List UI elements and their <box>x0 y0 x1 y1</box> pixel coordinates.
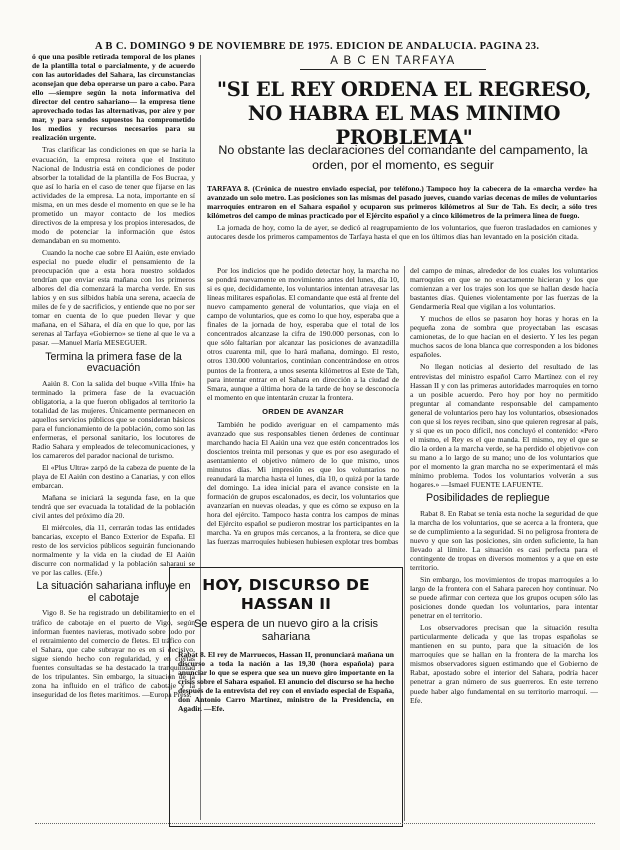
left-paragraph-8: Vigo 8. Se ha registrado un debilitamiento en el tráfico de cabotaje en el puerto de Vigo, según informan fuentes navieras, motivado sobre todo por el retraimiento del comercio de fletes. El tráfico con el Sahara, que cabe subrayar no es en sí decisivo, sigue siendo hecho con regularidad, y en ciertas fuentes consultadas se ha destacado la tranquilidad de los tripulantes. Sin embargo, la situación de la zona ha influido en el tráfico de cabotaje y la inseguridad de los fletes marítimos. —Europa Press. <box>32 608 195 699</box>
middle-paragraph-1: Por los indicios que he podido detectar hoy, la marcha no se pondrá nuevamente en movimiento antes del lunes, día 10, si es que, decididamente, los voluntarios intentan atravesar las líneas militares españolas. El comandante que está al frente del nuevo campamento general de voluntarios, que viaja en el campo de voluntarios, que es como lo que hoy, esperaba que a finales de la jornada de hoy, esperaba que el total de los concentrados alcanzase la cifra de 190.000 personas, con lo que sólo faltarían por alcanzar las posiciones de avanzadilla otros cuarenta mil, que lo hará mañana, domingo. El resto, otros 130.000 voluntarios, continúan concentrándose en otros puntos de la frontera, a unos sesenta kilómetros al Este de Tah, para intentar entrar en el Sahara en dirección a la ciudad de Smara, aunque a última hora de la tarde de hoy se desconocía el momento en que intentarán cruzar la frontera. <box>207 266 399 402</box>
middle-subtitle-orden: ORDEN DE AVANZAR <box>262 406 344 416</box>
main-subheadline: No obstante las declaraciones del comandante del campamento, la orden, por el momento, es seguir <box>218 143 588 172</box>
hassan-box-subtitle: Se espera de un nuevo giro a la crisis sahariana <box>193 618 379 643</box>
right-paragraph-3: No llegan noticias al desierto del resultado de las entrevistas del ministro español Carro Martínez con el rey Hassan II y con las primeras autoridades marroquíes en torno a un posible acuerdo. Pero hoy por hoy no permitido preguntar al comandante responsable del campamento general de voluntarios pero hay los voluntarios, obsesionados con que si los reyes reciban, sino que quieren regresar al país, y si que es un poco difícil, nos concluyó el contenido: «Pero el mismo, el Rey es el que manda. El mismo, rey el que se dio la orden a la marcha verde, se ha perdido el objetivo» con su mano a lo largo de su mano; uno de los voluntarios que por el momento la gran marcha no se experimentará el más mínimo problema. Todos los voluntarios volverán a sus hogares.» —Ismael FUENTE LAFUENTE. <box>410 362 598 490</box>
middle-column <box>207 266 399 562</box>
left-paragraph-7: El miércoles, día 11, cerrarán todas las entidades bancarias, excepto el Banco Exterior de España. El resto de los servicios públicos seguirán funcionando normalmente y la vida en la ciudad de El Aaiún discurre con normalidad y la población saharaui se ve por las calles. (Efe.) <box>32 523 195 578</box>
left-paragraph-1: ó que una posible retirada temporal de los planes de la plantilla total o parcialmente, y de acuerdo con las autoridades del Sahara, las circunstancias aconsejan que deba operarse un paro a cabo. Para ello —siempre según la nota informativa del director del centro sahariano— la empresa tiene aprovechado todas las alternativas, por aire y por mar, y para sendos supuestos ha comprometido los medios y recursos necesarios para su realización urgente. <box>32 52 195 143</box>
hassan-box-title: HOY, DISCURSO DE HASSAN II <box>202 576 370 613</box>
left-paragraph-2: Tras clarificar las condiciones en que se haría la evacuación, la empresa reitera que el Instituto Nacional de Industria está en condiciones de poder absorber la totalidad de la plantilla de Fos Bucraa, y que así lo haría en el caso de tener que fijarse en las actividades de la empresa. La nota, importante en sí misma, en un mes desde el momento en que se le ha prometido un mayor contacto de los medios directivos de la empresa y los propios interesados, de modo de potenciar la información que éstos demandaban en su momento. <box>32 145 195 245</box>
hassan-box-paragraph: Rabat 8. El rey de Marruecos, Hassan II, pronunciará mañana un discurso a toda la nación a las 19,30 (hora española) para anunciar lo que se espera que sea un nuevo giro importante en la crisis sobre el Sahara español. El anuncio del discurso se ha hecho después de la entrevista del rey con el enviado especial de España, don Antonio Carro Martínez, ministro de la Presidencia, en Agadir. —Efe. <box>178 650 394 714</box>
left-section-heading-evacuacion: Termina la primera fase de la evacuación <box>45 350 182 374</box>
middle-paragraph-2: También he podido averiguar en el campamento más avanzado que sus responsables tienen órdenes de continuar marchando hacia El Aaiún una vez que estén concentrados los doscientos treinta mil personas y que es por eso asegurado el asentamiento el objetivo número de lo que mismo, unos minutos días. Mi impresión es que los voluntarios no reanudará la marcha hasta el lunes, día 10, o quizá por la tarde del domingo. La idea inicial para el avance consiste en la formación de grupos escalonados, es decir, los voluntarios que avanzarían en nuevas oleadas, y que es cómo se expuso en la hora del ejército. Tampoco hasta contra los campos de minas del Ejército español se pudieron mostrar los participantes en la marcha. Ya en grupos más cercanos, a la frontera, se dice que las fuerzas marroquíes hubiesen hubiesen explotar tres bombas <box>207 419 399 547</box>
right-paragraph-6: Los observadores precisan que la situación resulta particularmente delicada y que las tropas españolas se mantienen en su punto, para que la situación de los marroquíes que se hallan en la frontera de la marcha los mismos observadores siguen estimando que el Gobierno de Rabat, apostado sobre el interior del Sahara, podría hacer penetrar a gran número de sus guerreros. En este terreno puede haber algo fundamental en su territorio marroquí. —Efe. <box>410 623 598 705</box>
left-paragraph-6: Mañana se iniciará la segunda fase, en la que tendrá que ser evacuada la totalidad de la población civil antes del próximo día 20. <box>32 493 195 521</box>
main-headline: "SI EL REY ORDENA EL REGRESO, NO HABRA EL MAS MINIMO PROBLEMA" <box>216 78 592 149</box>
page-header: A B C. DOMINGO 9 DE NOVIEMBRE DE 1975. EDICION DE ANDALUCIA. PAGINA 23. <box>95 41 540 52</box>
left-paragraph-3: Cuando la noche cae sobre El Aaiún, este enviado especial no puede eludir el pensamiento de la preocupación que a esta hora nuestro soldados tendrían que enviar esta mañana con los primeros albores del día comenzará la marcha verde. En sus labios y en sus silbidos había una serena, acaecía de miles de fe y de sacrificios, y entiende que no por ser tomar en cuenta de lo que pueden llevar y que mañana, en el Sáhara, el día en que lo que, por las serenas al Tarfaya «Gobierno» se tiene al que le va a pasar. —Manuel María MESEGUER. <box>32 247 195 348</box>
hassan-box-body <box>170 650 402 713</box>
main-intro <box>207 184 597 264</box>
right-paragraph-1: del campo de minas, alrededor de los cuales los voluntarios marroquíes en que se no exactamente hicieran y los que comienzan a ver los trajes son los que se hallan desde hacía bastantes días. Quienes violentamente por las fuerzas de la Gendarmería Real que vigilan a los voluntarios. <box>410 266 598 312</box>
right-column <box>410 266 598 822</box>
left-paragraph-5: El «Plus Ultra» zarpó de la cabeza de puente de la playa de El Aaiún con destino a Canarias, y con ellos embarcan. <box>32 462 195 491</box>
right-paragraph-2: Y muchos de ellos se pasaron hoy horas y horas en la pequeña zona de sombra que proyectaban las escasas camionetas, de lo que hacían en el desierto. Y les les pegan muchos sacos de lona blanca que corresponden a los bidones españoles. <box>410 314 598 360</box>
main-intro-paragraph-2: La jornada de hoy, como la de ayer, se dedicó al reagrupamiento de los voluntarios, que fueron trasladados en camiones y autocares desde los primeros campamentos de Tarfaya hasta el que en los últimos días han levantado en la posición citada. <box>207 223 597 242</box>
footer-dotted-rule <box>35 823 595 828</box>
kicker-rule <box>300 69 486 70</box>
right-paragraph-4: Rabat 8. En Rabat se tenía esta noche la seguridad de que la marcha de los voluntarios, que se acerca a la frontera, que se de cumplimiento a la seguridad. Si no peligrosa frontera de nuevo y que son las posiciones, sin orden suficiente, la han llevado al límite. La situación es casi perfecta para el contingente de tropas en diversos momentos y a que en este territorio. <box>410 508 598 572</box>
left-section-heading-cabotaje: La situación sahariana influye en el cabotaje <box>36 580 191 604</box>
hassan-box <box>169 567 403 827</box>
kicker-label: A B C EN TARFAYA <box>330 55 456 67</box>
right-paragraph-5: Sin embargo, los movimientos de tropas marroquíes a lo largo de la frontera con el Sahara parecen hoy continuar. No se puede afirmar con certeza que los grupos ocupen sólo las posiciones donde quedan los voluntarios, para intentar penetrar en el territorio. <box>410 574 598 621</box>
right-section-heading-repliegue: Posibilidades de repliegue <box>426 492 550 505</box>
kicker-box <box>300 55 486 75</box>
main-intro-paragraph-1: TARFAYA 8. (Crónica de nuestro enviado especial, por teléfono.) Tampoco hoy la cabecera de la «marcha verde» ha avanzado un solo metro. Las posiciones son las mismas del pasado jueves, cuando varias decenas de miles de voluntarios marroquíes entraron en el Sahara español y ocuparon sus primeros kilómetros al Sur de Tah. Es decir, a sólo tres kilómetros del campo de minas practicado por el Ejército español y a cinco kilómetros de la primera línea de fuego. <box>207 184 597 221</box>
column-divider-right <box>404 266 405 821</box>
left-paragraph-4: Aaiún 8. Con la salida del buque «Villa Ifni» ha terminado la primera fase de la evacuación obligatoria, a la que fueron obligados al territorio la totalidad de las mujeres. Únicamente permanecen en aquellos servicios públicos que se consideran básicos para el funcionamiento de la población, como son las enfermeras, el personal sanitario, los locutores de Radio Sahara y empleados de telecomunicaciones, y los camareros del parador nacional de turismo. <box>32 378 195 460</box>
